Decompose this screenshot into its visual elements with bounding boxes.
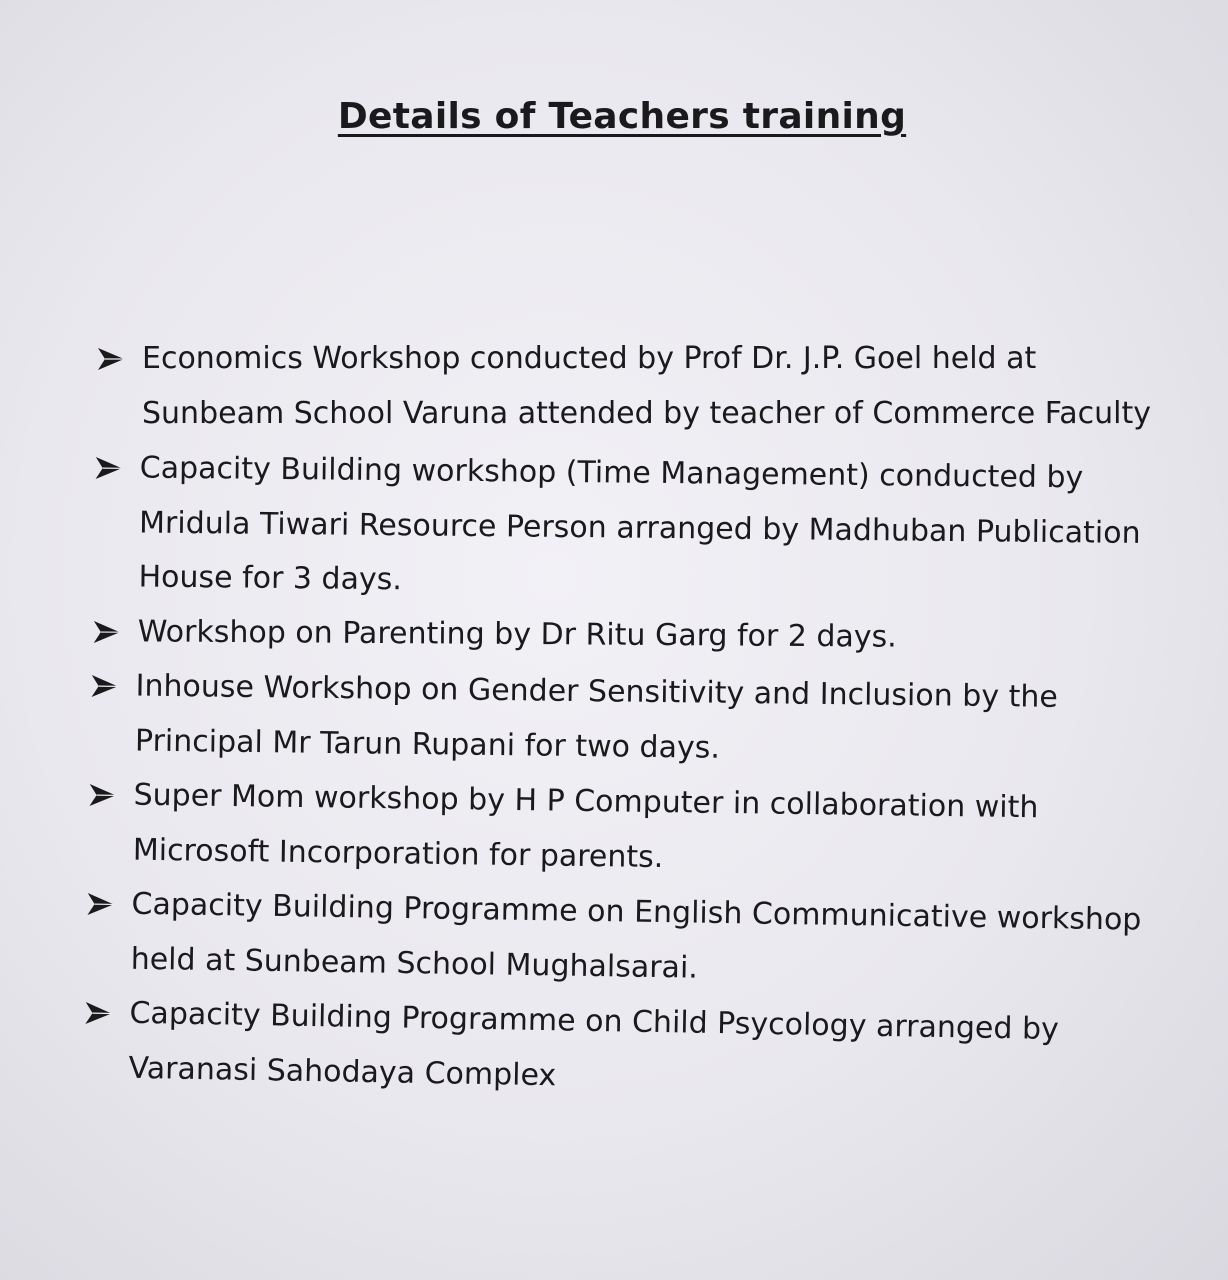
list-item xyxy=(92,605,1152,667)
list-item-text: Workshop on Parenting by Dr Ritu Garg for 2 days. xyxy=(137,613,897,655)
list-item-text: Economics Workshop conducted by Prof Dr. J.P. Goel held at Sunbeam School Varuna attended by teacher of Commerce Faculty xyxy=(142,341,1151,431)
list-item xyxy=(96,332,1156,441)
list-item-text: Super Mom workshop by H P Computer in collaboration with Microsoft Incorporation for parents. xyxy=(132,777,1039,875)
arrowhead-bullet-icon xyxy=(92,618,122,644)
arrowhead-bullet-icon xyxy=(94,455,124,481)
page-title: Details of Teachers training xyxy=(337,96,907,137)
arrowhead-bullet-icon xyxy=(83,1000,113,1027)
list-item xyxy=(84,877,1146,1003)
arrowhead-bullet-icon xyxy=(96,346,126,372)
arrowhead-bullet-icon xyxy=(85,891,115,917)
list-item xyxy=(86,768,1147,892)
list-item xyxy=(92,441,1154,616)
list-item xyxy=(89,659,1150,781)
list-item-text: Capacity Building Programme on Child Psycology arranged by Varanasi Sahodaya Complex xyxy=(128,995,1060,1093)
arrowhead-bullet-icon xyxy=(90,673,120,699)
list-item-text: Inhouse Workshop on Gender Sensitivity and Inclusion by the Principal Mr Tarun Rupani for two days. xyxy=(134,668,1059,766)
list-item-text: Capacity Building workshop (Time Management) conducted by Mridula Tiwari Resource Person arranged by Madhuban Publication House for 3 days. xyxy=(138,450,1141,598)
list-item-text: Capacity Building Programme on English Communicative workshop held at Sunbeam School Mughalsarai. xyxy=(130,886,1142,986)
list-item xyxy=(82,986,1144,1113)
arrowhead-bullet-icon xyxy=(87,782,117,808)
training-list xyxy=(92,332,1152,1095)
